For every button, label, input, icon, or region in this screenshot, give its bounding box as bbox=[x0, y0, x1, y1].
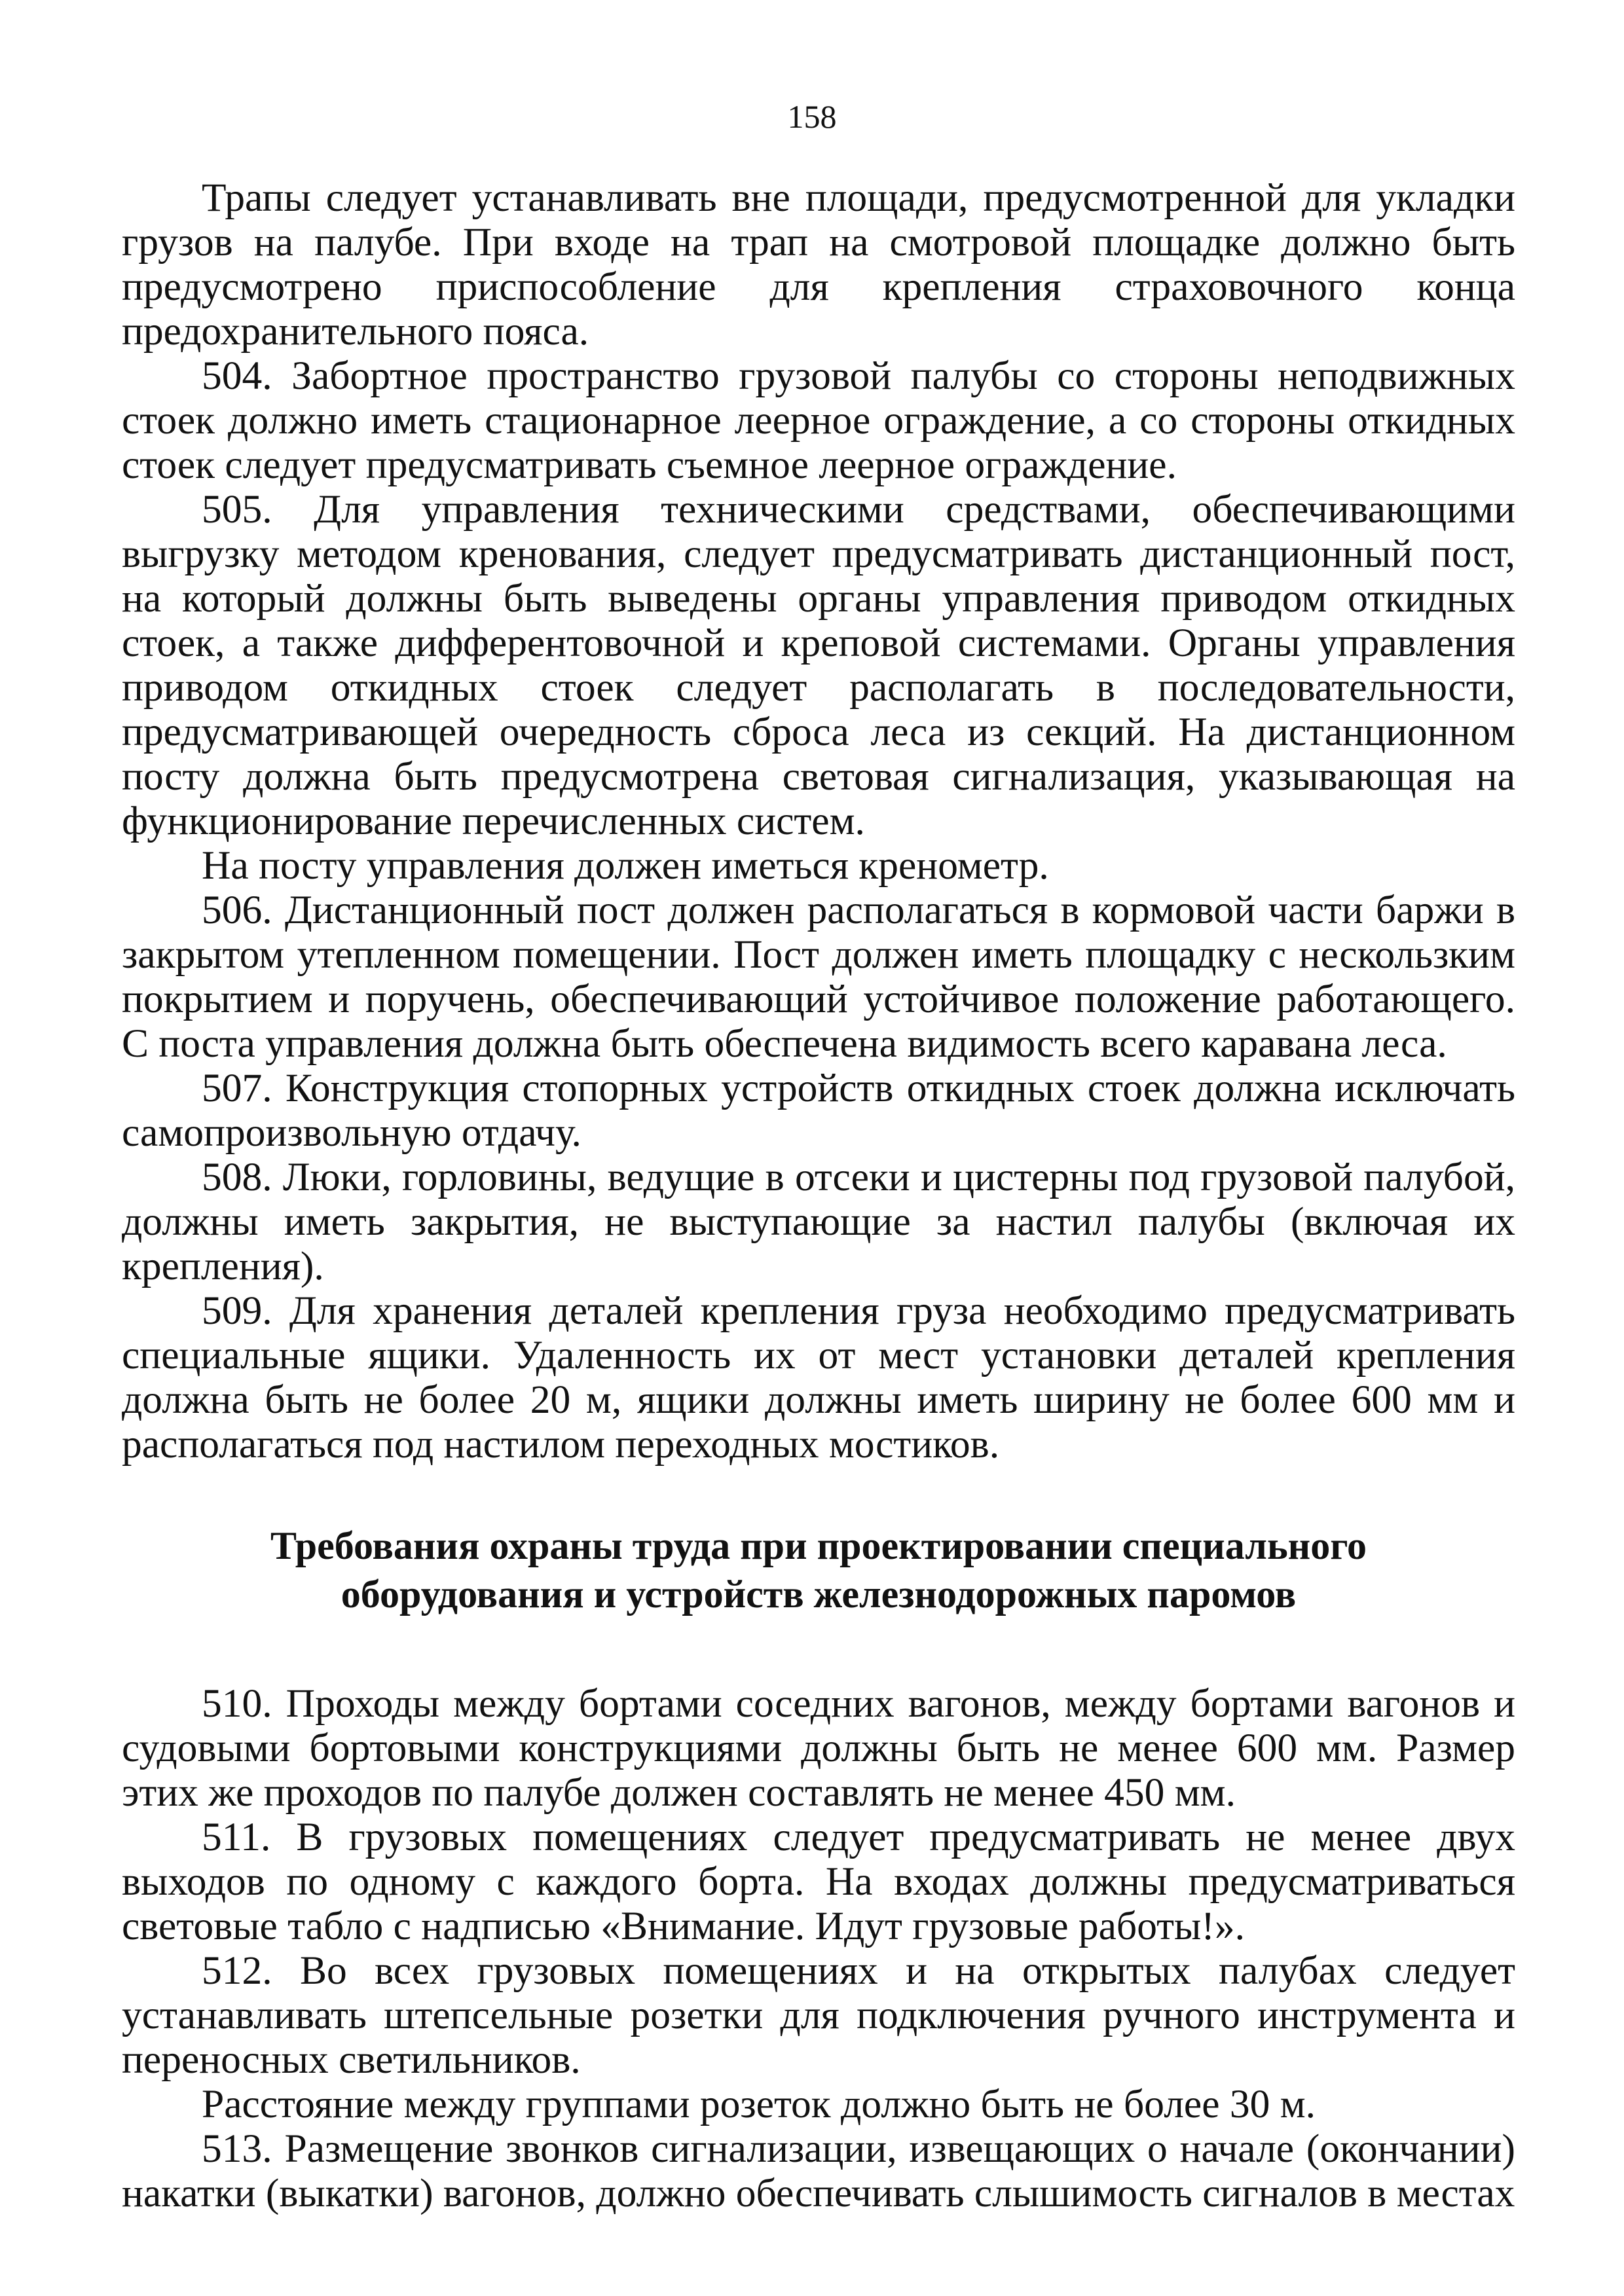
section-heading bbox=[122, 1522, 1515, 1618]
paragraph-506: 506. Дистанционный пост должен располагаться в кормовой части баржи в закрытом утепленном помещении. Пост должен иметь площадку с нескользким покрытием и поручень, обеспечивающий устойчивое положение работающего. С поста управления должна быть обеспечена видимость всего каравана леса. bbox=[122, 888, 1515, 1066]
paragraph-510: 510. Проходы между бортами соседних вагонов, между бортами вагонов и судовыми бортовыми конструкциями должны быть не менее 600 мм. Размер этих же проходов по палубе должен составлять не менее 450 мм. bbox=[122, 1681, 1515, 1815]
page-number: 158 bbox=[787, 98, 837, 135]
page-body bbox=[122, 175, 1515, 2215]
paragraph-socket-spacing: Расстояние между группами розеток должно быть не более 30 м. bbox=[202, 2082, 1316, 2126]
paragraph-gangways: Трапы следует устанавливать вне площади, предусмотренной для укладки грузов на палубе. При входе на трап на смотровой площадке должно быть предусмотрено приспособление для крепления страховочного конца предохранительного пояса. bbox=[122, 175, 1515, 354]
paragraph-inclinometer: На посту управления должен иметься кренометр. bbox=[202, 843, 1049, 888]
paragraph-508: 508. Люки, горловины, ведущие в отсеки и цистерны под грузовой палубой, должны иметь закрытия, не выступающие за настил палубы (включая их крепления). bbox=[122, 1155, 1515, 1288]
paragraph-504: 504. Забортное пространство грузовой палубы со стороны неподвижных стоек должно иметь стационарное леерное ограждение, а со стороны откидных стоек следует предусматривать съемное леерное ограждение. bbox=[122, 354, 1515, 487]
paragraph-507: 507. Конструкция стопорных устройств откидных стоек должна исключать самопроизвольную отдачу. bbox=[122, 1066, 1515, 1155]
section-heading-line-1: Требования охраны труда при проектировании специального bbox=[270, 1524, 1367, 1567]
section-heading-line-2: оборудования и устройств железнодорожных паромов bbox=[341, 1573, 1297, 1616]
paragraph-505: 505. Для управления техническими средствами, обеспечивающими выгрузку методом кренования, следует предусматривать дистанционный пост, на который должны быть выведены органы управления приводом откидных стоек, а также дифферентовочной и креповой системами. Органы управления приводом откидных стоек следует располагать в последовательности, предусматривающей очередность сброса леса из секций. На дистанционном посту должна быть предусмотрена световая сигнализация, указывающая на функционирование перечисленных систем. bbox=[122, 487, 1515, 843]
paragraph-513: 513. Размещение звонков сигнализации, извещающих о начале (окончании) накатки (выкатки) вагонов, должно обеспечивать слышимость сигналов в местах bbox=[122, 2126, 1515, 2215]
paragraph-512: 512. Во всех грузовых помещениях и на открытых палубах следует устанавливать штепсельные розетки для подключения ручного инструмента и переносных светильников. bbox=[122, 1948, 1515, 2082]
paragraph-511: 511. В грузовых помещениях следует предусматривать не менее двух выходов по одному с каждого борта. На входах должны предусматриваться световые табло с надписью «Внимание. Идут грузовые работы!». bbox=[122, 1815, 1515, 1948]
paragraph-509: 509. Для хранения деталей крепления груза необходимо предусматривать специальные ящики. Удаленность их от мест установки деталей крепления должна быть не более 20 м, ящики должны иметь ширину не более 600 мм и располагаться под настилом переходных мостиков. bbox=[122, 1288, 1515, 1467]
